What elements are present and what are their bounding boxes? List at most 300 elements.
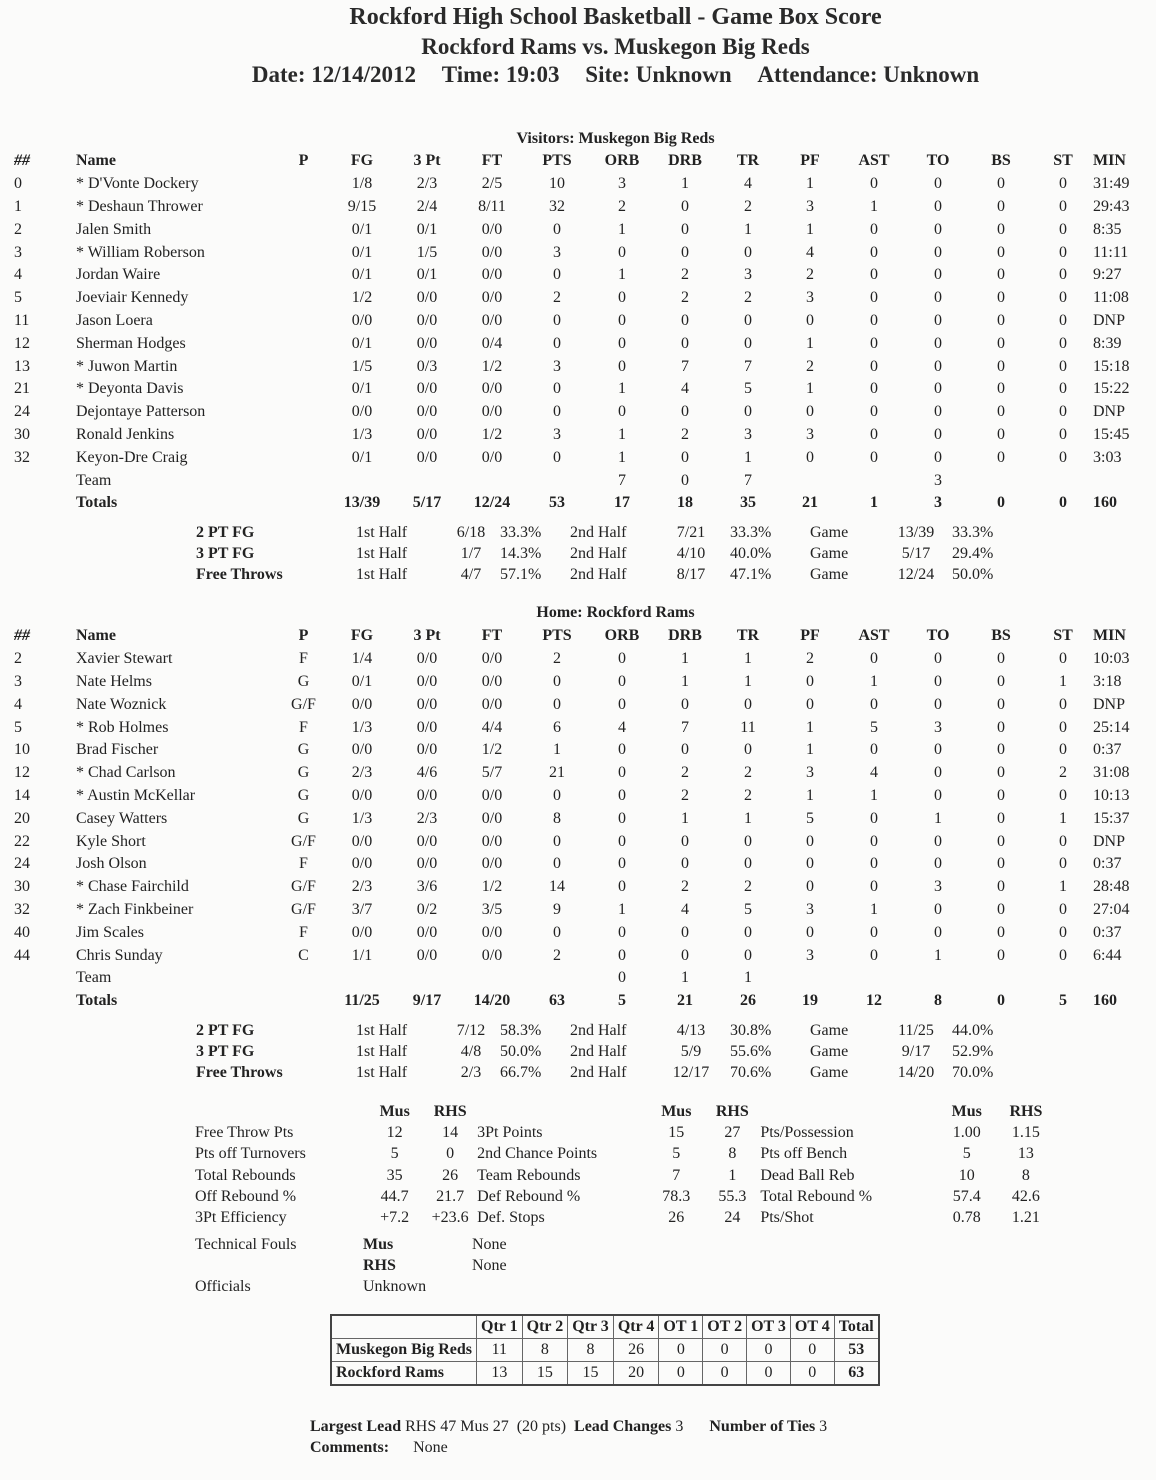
cell-pts: 0: [553, 311, 561, 329]
cell-tr: 1: [744, 672, 752, 690]
cell-pf: 0: [806, 832, 814, 850]
cell-st: 0: [1059, 650, 1067, 668]
cell-3pt: 0/0: [416, 403, 438, 421]
cell-num: 32: [14, 900, 30, 918]
cell-orb: 0: [618, 946, 626, 964]
cell-min: 15:18: [1093, 357, 1130, 375]
shooting-cell: 1st Half: [356, 544, 408, 562]
cell-num: 3: [14, 243, 22, 261]
cell-3pt: 0/0: [416, 786, 438, 804]
cell-name: Xavier Stewart: [76, 650, 173, 668]
team-stats-row: [195, 1186, 1055, 1207]
shooting-label: 2 PT FG: [196, 523, 255, 541]
cell-name: Ronald Jenkins: [76, 425, 175, 443]
cell-pos: [276, 401, 331, 424]
cell-num: 32: [14, 448, 30, 466]
cell-orb: 0: [618, 786, 626, 804]
cell-3pt: 0/0: [416, 695, 438, 713]
ties-label: Number of Ties: [709, 1418, 816, 1435]
cell-3pt: 0/1: [416, 220, 438, 238]
stat-value: 13: [1017, 1145, 1034, 1163]
cell-3pt: [393, 967, 461, 990]
cell-ft: 0/0: [481, 448, 503, 466]
cell-fg: 0/0: [351, 311, 373, 329]
stat-value: 21.7: [436, 1187, 465, 1205]
cell-pos: G: [297, 809, 310, 827]
cell-to: 0: [934, 855, 942, 873]
cell-to: 0: [934, 832, 942, 850]
cell-pf: 0: [806, 855, 814, 873]
total-orb: 5: [618, 992, 626, 1010]
shooting-cell: 50.0%: [500, 1042, 542, 1060]
player-row: [14, 967, 1156, 990]
team-stats-row: [195, 1144, 1055, 1165]
shooting-cell: 12/17: [672, 1063, 710, 1081]
cell-pts: 1: [553, 741, 561, 759]
shooting-row: [196, 1041, 1016, 1062]
cell-ft: 0/0: [481, 946, 503, 964]
total-pts: 53: [549, 494, 565, 512]
cell-orb: 0: [618, 650, 626, 668]
cell-pts: 0: [553, 403, 561, 421]
player-row: [14, 446, 1156, 469]
cell-pts: 9: [553, 900, 561, 918]
cell-pf: 1: [806, 175, 814, 193]
cell-bs: 0: [997, 855, 1005, 873]
cell-drb: 0: [681, 197, 689, 215]
cell-ft: 0/0: [481, 786, 503, 804]
line-score-total: 63: [834, 1362, 878, 1386]
cell-st: 0: [1059, 741, 1067, 759]
cell-fg: 0/1: [351, 672, 373, 690]
cell-drb: 7: [681, 718, 689, 736]
cell-orb: 7: [618, 471, 626, 489]
cell-ft: 5/7: [481, 764, 503, 782]
line-score-quarter: 0: [703, 1362, 747, 1386]
cell-min: 11:11: [1093, 243, 1129, 261]
cell-to: 0: [934, 289, 942, 307]
cell-pf: 2: [806, 357, 814, 375]
line-score-row: [331, 1362, 879, 1386]
cell-ft: 0/4: [481, 334, 503, 352]
column-header-min: MIN: [1093, 627, 1126, 645]
cell-orb: 0: [618, 741, 626, 759]
cell-orb: 1: [618, 425, 626, 443]
cell-3pt: 3/6: [416, 878, 438, 896]
cell-ast: 1: [870, 786, 878, 804]
cell-min: 3:03: [1093, 448, 1122, 466]
cell-bs: 0: [997, 741, 1005, 759]
cell-fg: 1/3: [351, 809, 373, 827]
shooting-cell: Game: [810, 565, 849, 583]
stat-value: 1.00: [952, 1123, 981, 1141]
cell-pts: 0: [553, 672, 561, 690]
cell-to: 0: [934, 175, 942, 193]
cell-orb: 0: [618, 695, 626, 713]
shooting-cell: 70.0%: [952, 1063, 994, 1081]
player-row: [14, 469, 1156, 492]
line-score-header: [331, 1315, 477, 1339]
player-row: [14, 173, 1156, 196]
cell-to: 0: [934, 764, 942, 782]
cell-ft: 0/0: [481, 695, 503, 713]
cell-pts: 3: [553, 243, 561, 261]
cell-pts: 0: [553, 266, 561, 284]
cell-tr: 2: [744, 878, 752, 896]
shooting-cell: 7/12: [456, 1021, 486, 1039]
cell-num: 12: [14, 764, 30, 782]
column-header-name: Name: [76, 627, 116, 645]
shooting-cell: 1st Half: [356, 1042, 408, 1060]
cell-3pt: 0/0: [416, 946, 438, 964]
cell-orb: 2: [618, 197, 626, 215]
cell-orb: 0: [618, 809, 626, 827]
cell-name: Sherman Hodges: [76, 334, 186, 352]
player-row: [14, 424, 1156, 447]
cell-orb: 1: [618, 448, 626, 466]
shooting-cell: 52.9%: [952, 1042, 994, 1060]
cell-pf: 0: [806, 923, 814, 941]
player-row: [14, 310, 1156, 333]
cell-name: Jason Loera: [76, 311, 153, 329]
player-row: [14, 287, 1156, 310]
cell-fg: 0/1: [351, 243, 373, 261]
cell-name: Chris Sunday: [76, 946, 163, 964]
shooting-cell: 9/17: [901, 1042, 931, 1060]
stat-value: 35: [386, 1166, 403, 1184]
cell-min: 25:14: [1093, 718, 1130, 736]
cell-pos: G: [297, 741, 310, 759]
stat-value: 7: [672, 1166, 681, 1184]
cell-st: 1: [1059, 809, 1067, 827]
cell-num: 13: [14, 357, 30, 375]
cell-name: Joeviair Kennedy: [76, 289, 189, 307]
cell-pos: G: [297, 764, 310, 782]
column-header-bs: BS: [991, 152, 1011, 170]
cell-orb: 0: [618, 311, 626, 329]
officials-label: Officials: [195, 1278, 251, 1295]
total-name: Totals: [76, 992, 118, 1010]
team-stats-row: [195, 1207, 1055, 1228]
matchup-title: Rockford Rams vs. Muskegon Big Reds: [421, 34, 810, 59]
cell-fg: [331, 469, 393, 492]
cell-bs: 0: [997, 289, 1005, 307]
cell-pos: F: [299, 855, 308, 873]
cell-min: [1093, 469, 1156, 492]
stat-value: 15: [668, 1123, 685, 1141]
cell-bs: 0: [997, 878, 1005, 896]
cell-orb: 0: [618, 923, 626, 941]
cell-tr: 0: [744, 923, 752, 941]
line-score-quarter: 0: [659, 1362, 703, 1386]
cell-st: 0: [1059, 403, 1067, 421]
team-stats-header: [195, 1101, 1055, 1122]
player-row: [14, 830, 1156, 853]
cell-fg: 0/0: [351, 923, 373, 941]
team-stats-header-cell: RHS: [433, 1102, 467, 1120]
cell-tr: 3: [744, 266, 752, 284]
cell-min: 31:08: [1093, 764, 1130, 782]
cell-ft: 0/0: [481, 832, 503, 850]
cell-ft: 0/0: [481, 243, 503, 261]
cell-3pt: 0/0: [416, 832, 438, 850]
cell-orb: 0: [618, 832, 626, 850]
cell-to: 0: [934, 357, 942, 375]
stat-value: 55.3: [718, 1187, 747, 1205]
shooting-cell: 44.0%: [952, 1021, 994, 1039]
cell-name: * Deshaun Thrower: [76, 197, 203, 215]
cell-3pt: 0/0: [416, 380, 438, 398]
stat-label: 3Pt Efficiency: [195, 1209, 287, 1227]
cell-bs: 0: [997, 197, 1005, 215]
cell-bs: [969, 967, 1033, 990]
cell-ft: 1/2: [481, 357, 503, 375]
line-score-quarter: 0: [703, 1339, 747, 1362]
cell-ast: 0: [870, 243, 878, 261]
shooting-row: [196, 1020, 1016, 1041]
cell-ft: 0/0: [481, 672, 503, 690]
shooting-cell: 29.4%: [952, 544, 994, 562]
cell-3pt: 0/0: [416, 718, 438, 736]
cell-pts: 0: [553, 786, 561, 804]
cell-bs: 0: [997, 334, 1005, 352]
shooting-cell: 8/17: [676, 565, 706, 583]
column-header-fg: FG: [350, 152, 374, 170]
cell-pf: 3: [806, 946, 814, 964]
cell-3pt: 2/3: [416, 175, 438, 193]
cell-fg: 1/2: [351, 289, 373, 307]
cell-drb: 0: [681, 220, 689, 238]
cell-name: Team: [76, 471, 112, 489]
cell-pf: 0: [806, 311, 814, 329]
cell-ast: 0: [870, 923, 878, 941]
cell-num: 2: [14, 220, 22, 238]
cell-orb: 0: [618, 855, 626, 873]
cell-ast: 0: [870, 741, 878, 759]
cell-ast: 0: [870, 878, 878, 896]
shooting-cell: 5/17: [901, 544, 931, 562]
cell-pf: 1: [806, 334, 814, 352]
cell-name: Nate Helms: [76, 672, 152, 690]
cell-orb: 1: [618, 220, 626, 238]
cell-tr: 11: [740, 718, 756, 736]
cell-ft: 0/0: [481, 220, 503, 238]
cell-ft: 1/2: [481, 741, 503, 759]
stat-value: 1: [728, 1166, 737, 1184]
stat-label: Total Rebounds: [195, 1166, 296, 1184]
cell-num: 2: [14, 650, 22, 668]
cell-ast: 0: [870, 220, 878, 238]
stat-value: 44.7: [380, 1187, 409, 1205]
column-header-to: TO: [926, 627, 950, 645]
shooting-row: [196, 543, 1016, 564]
cell-num: [14, 967, 76, 990]
cell-bs: 0: [997, 311, 1005, 329]
cell-3pt: 0/2: [416, 900, 438, 918]
cell-3pt: 4/6: [416, 764, 438, 782]
cell-pos: [276, 332, 331, 355]
shooting-row: [196, 522, 1016, 543]
total-pf: 19: [802, 992, 818, 1010]
shooting-cell: 12/24: [897, 565, 935, 583]
cell-pts: 10: [549, 175, 565, 193]
cell-st: 0: [1059, 946, 1067, 964]
cell-num: 24: [14, 403, 30, 421]
cell-pos: [276, 967, 331, 990]
line-score-quarter: 0: [790, 1339, 834, 1362]
cell-tr: 2: [744, 289, 752, 307]
column-header-drb: DRB: [668, 152, 702, 170]
cell-ast: [841, 469, 907, 492]
player-row: [14, 739, 1156, 762]
cell-to: 0: [934, 311, 942, 329]
player-row: [14, 378, 1156, 401]
cell-orb: 0: [618, 357, 626, 375]
team-stats-header-cell: RHS: [1009, 1102, 1043, 1120]
cell-name: * D'Vonte Dockery: [76, 175, 199, 193]
cell-min: 8:39: [1093, 334, 1122, 352]
cell-tr: 0: [744, 311, 752, 329]
game-attendance: Attendance: Unknown: [757, 62, 980, 87]
cell-name: Brad Fischer: [76, 741, 159, 759]
stat-label: Def Rebound %: [477, 1187, 581, 1205]
cell-pts: 2: [553, 650, 561, 668]
cell-3pt: 0/0: [416, 923, 438, 941]
cell-drb: 1: [681, 650, 689, 668]
shooting-cell: 47.1%: [730, 565, 772, 583]
cell-pts: [523, 967, 591, 990]
line-score-header: Qtr 3: [568, 1315, 614, 1339]
total-st: 5: [1059, 992, 1067, 1010]
cell-fg: 0/0: [351, 741, 373, 759]
cell-name: * Chase Fairchild: [76, 878, 189, 896]
cell-num: 14: [14, 786, 30, 804]
line-score-header: OT 1: [659, 1315, 703, 1339]
comments-label: Comments:: [310, 1439, 390, 1456]
cell-fg: 1/5: [351, 357, 373, 375]
cell-drb: 2: [681, 425, 689, 443]
player-row: [14, 196, 1156, 219]
stat-value: 5: [390, 1145, 399, 1163]
cell-pos: G/F: [291, 900, 316, 918]
cell-tr: 2: [744, 764, 752, 782]
cell-ast: 0: [870, 650, 878, 668]
cell-st: 2: [1059, 764, 1067, 782]
total-3pt: 5/17: [412, 494, 442, 512]
cell-pos: F: [299, 923, 308, 941]
cell-orb: 0: [618, 878, 626, 896]
cell-min: DNP: [1093, 695, 1126, 713]
cell-st: 0: [1059, 266, 1067, 284]
cell-to: 0: [934, 266, 942, 284]
line-score-quarter: 0: [747, 1362, 791, 1386]
cell-name: Nate Woznick: [76, 695, 167, 713]
line-score-quarter: 8: [568, 1339, 614, 1362]
cell-pf: 3: [806, 900, 814, 918]
shooting-cell: 1st Half: [356, 523, 408, 541]
shooting-cell: 50.0%: [952, 565, 994, 583]
cell-pts: 6: [553, 718, 561, 736]
cell-fg: 0/1: [351, 448, 373, 466]
cell-ft: 0/0: [481, 809, 503, 827]
cell-to: 0: [934, 380, 942, 398]
shooting-label: Free Throws: [196, 565, 283, 583]
cell-drb: 1: [681, 809, 689, 827]
cell-num: 0: [14, 175, 22, 193]
shooting-cell: 66.7%: [500, 1063, 542, 1081]
cell-name: * Austin McKellar: [76, 786, 196, 804]
cell-min: DNP: [1093, 832, 1126, 850]
cell-tr: 1: [744, 809, 752, 827]
column-header-drb: DRB: [668, 627, 702, 645]
stat-value: 1.15: [1011, 1123, 1040, 1141]
game-date: Date: 12/14/2012: [251, 62, 417, 87]
cell-ast: 0: [870, 809, 878, 827]
cell-3pt: 0/0: [416, 672, 438, 690]
cell-to: 0: [934, 197, 942, 215]
cell-pos: [276, 310, 331, 333]
column-header-pts: PTS: [542, 152, 572, 170]
line-score-header: Qtr 2: [522, 1315, 568, 1339]
cell-ast: [841, 967, 907, 990]
total-fg: 11/25: [344, 992, 380, 1010]
cell-orb: 0: [618, 672, 626, 690]
cell-min: 28:48: [1093, 878, 1130, 896]
stat-value: 10: [958, 1166, 975, 1184]
cell-pos: G: [297, 672, 310, 690]
shooting-cell: 2nd Half: [570, 1063, 627, 1081]
cell-pos: [276, 196, 331, 219]
cell-num: 20: [14, 809, 30, 827]
stat-value: 12: [386, 1123, 403, 1141]
column-header-tr: TR: [736, 627, 760, 645]
cell-min: 9:27: [1093, 266, 1122, 284]
cell-fg: 3/7: [351, 900, 373, 918]
line-score-quarter: 13: [477, 1362, 523, 1386]
shooting-label: 2 PT FG: [196, 1021, 255, 1039]
visitors-box-score-table: [14, 150, 1156, 515]
cell-to: 0: [934, 334, 942, 352]
line-score-quarter: 0: [790, 1362, 834, 1386]
total-orb: 17: [614, 494, 630, 512]
cell-bs: 0: [997, 425, 1005, 443]
cell-st: 0: [1059, 289, 1067, 307]
line-score-quarter: 15: [568, 1362, 614, 1386]
cell-min: DNP: [1093, 403, 1126, 421]
cell-pts: 2: [553, 289, 561, 307]
visitors-shooting-splits: [196, 522, 1016, 585]
cell-tr: 0: [744, 832, 752, 850]
shooting-cell: 5/9: [680, 1042, 702, 1060]
cell-pf: 1: [806, 718, 814, 736]
cell-ast: 4: [870, 764, 878, 782]
comments-value: None: [413, 1439, 448, 1456]
cell-st: 0: [1059, 243, 1067, 261]
shooting-cell: Game: [810, 544, 849, 562]
cell-name: * Juwon Martin: [76, 357, 178, 375]
cell-3pt: [393, 469, 461, 492]
shooting-row: [196, 564, 1016, 585]
cell-st: [1033, 967, 1093, 990]
column-header-orb: ORB: [604, 152, 640, 170]
cell-fg: 0/1: [351, 380, 373, 398]
cell-bs: 0: [997, 946, 1005, 964]
cell-ft: 3/5: [481, 900, 503, 918]
shooting-row: [196, 1062, 1016, 1083]
cell-to: 1: [934, 946, 942, 964]
line-score-row: [331, 1339, 879, 1362]
shooting-cell: 4/8: [460, 1042, 482, 1060]
